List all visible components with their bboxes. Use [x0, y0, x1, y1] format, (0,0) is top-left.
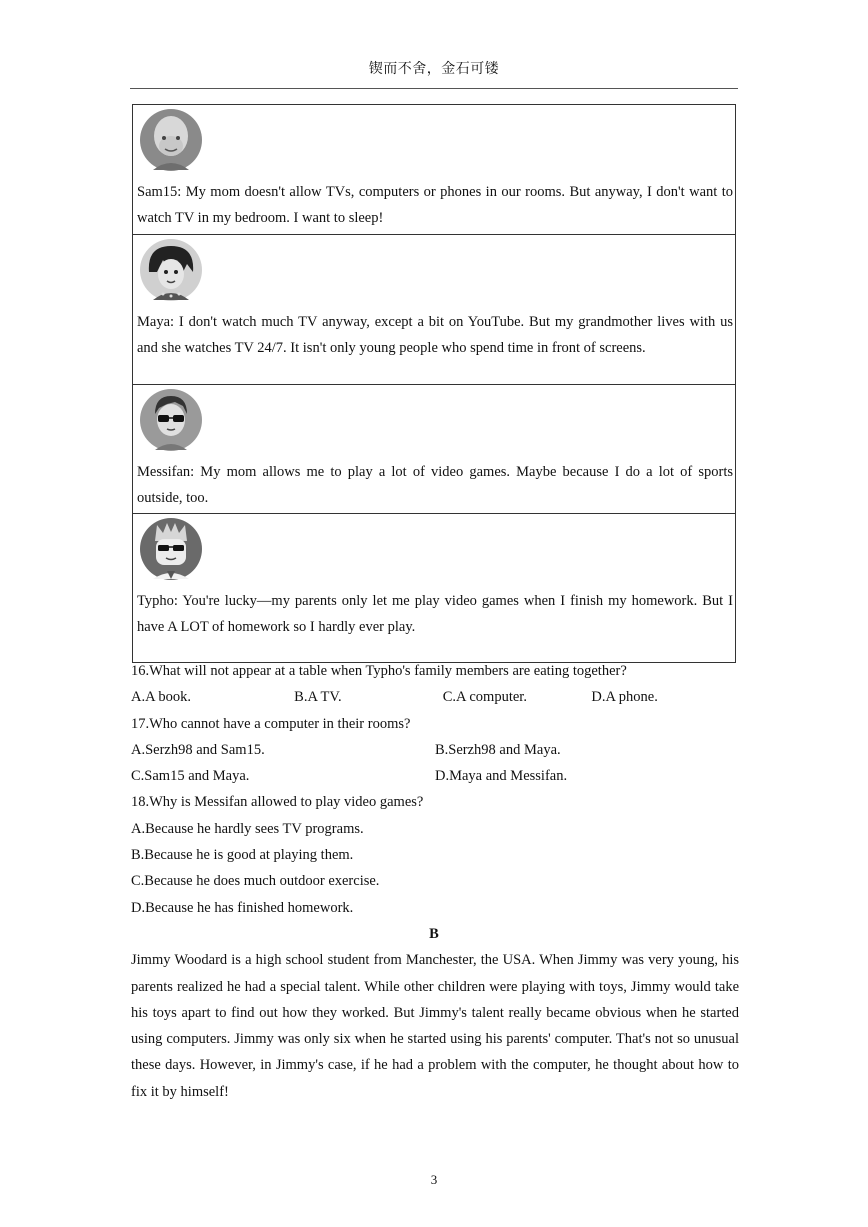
question-17-stem: 17.Who cannot have a computer in their rooms? — [131, 715, 411, 732]
option-d: D.Because he has finished homework. — [131, 899, 354, 916]
option-c: C.A computer. — [442, 689, 527, 706]
option-b: B.Because he is good at playing them. — [131, 847, 354, 864]
forum-post-sam15 — [133, 105, 735, 235]
section-b-passage: Jimmy Woodard is a high school student from Manchester, the USA. When Jimmy was very young, his parents realized he had a special talent. While other children were playing with toys, Jimmy would take his toys apart to find out how they worked. But Jimmy's talent really became obvious when he started using computers. Jimmy was only six when he started using his parents' computer. That's not so unusual these days. However, in Jimmy's case, if he had a problem with the computer, he thought about how to fix it by himself! — [131, 952, 739, 1100]
option-b: B.Serzh98 and Maya. — [435, 741, 561, 758]
forum-post-typho — [133, 514, 735, 662]
post-text: Maya: I don't watch much TV anyway, except a bit on YouTube. But my grandmother lives with us and she watches TV 24/7. It isn't only young people who spend time in front of screens. — [137, 314, 733, 356]
option-a: A.Because he hardly sees TV programs. — [131, 820, 364, 837]
section-b-heading: B — [429, 925, 439, 942]
post-text: Sam15: My mom doesn't allow TVs, computers or phones in our rooms. But anyway, I don't want to watch TV in my bedroom. I want to sleep! — [137, 184, 733, 226]
question-16-stem: 16.What will not appear at a table when Typho's family members are eating together? — [131, 663, 627, 679]
option-b: B.A TV. — [294, 689, 342, 706]
option-a: A.Serzh98 and Sam15. — [131, 741, 265, 758]
forum-post-messifan — [133, 385, 735, 514]
bald-kid-avatar-icon — [139, 108, 203, 172]
curly-hair-girl-avatar-icon — [139, 238, 203, 302]
header-rule — [130, 88, 738, 89]
forum-post-maya — [133, 235, 735, 385]
post-text: Messifan: My mom allows me to play a lot of video games. Maybe because I do a lot of sports outside, too. — [137, 464, 733, 506]
question-16-options — [131, 684, 739, 710]
option-c: C.Because he does much outdoor exercise. — [131, 873, 380, 890]
question-17-options-row-1 — [131, 737, 739, 763]
sunglasses-boy-avatar-icon — [139, 388, 203, 452]
question-18-stem: 18.Why is Messifan allowed to play video games? — [131, 794, 424, 811]
forum-posts-table — [132, 104, 736, 663]
spiky-hair-sunglasses-avatar-icon — [139, 517, 203, 581]
option-d: D.Maya and Messifan. — [435, 768, 568, 785]
page-number: 3 — [430, 1172, 438, 1187]
post-text: Typho: You're lucky—my parents only let me play video games when I finish my homework. But I have A LOT of homework so I hardly ever play. — [137, 593, 733, 635]
option-c: C.Sam15 and Maya. — [131, 768, 250, 785]
page-header: 锲而不舍，金石可镂 — [368, 61, 500, 77]
questions-block — [131, 658, 739, 1105]
option-d: D.A phone. — [591, 689, 658, 706]
option-a: A.A book. — [131, 689, 192, 706]
question-17-options-row-2 — [131, 763, 739, 789]
